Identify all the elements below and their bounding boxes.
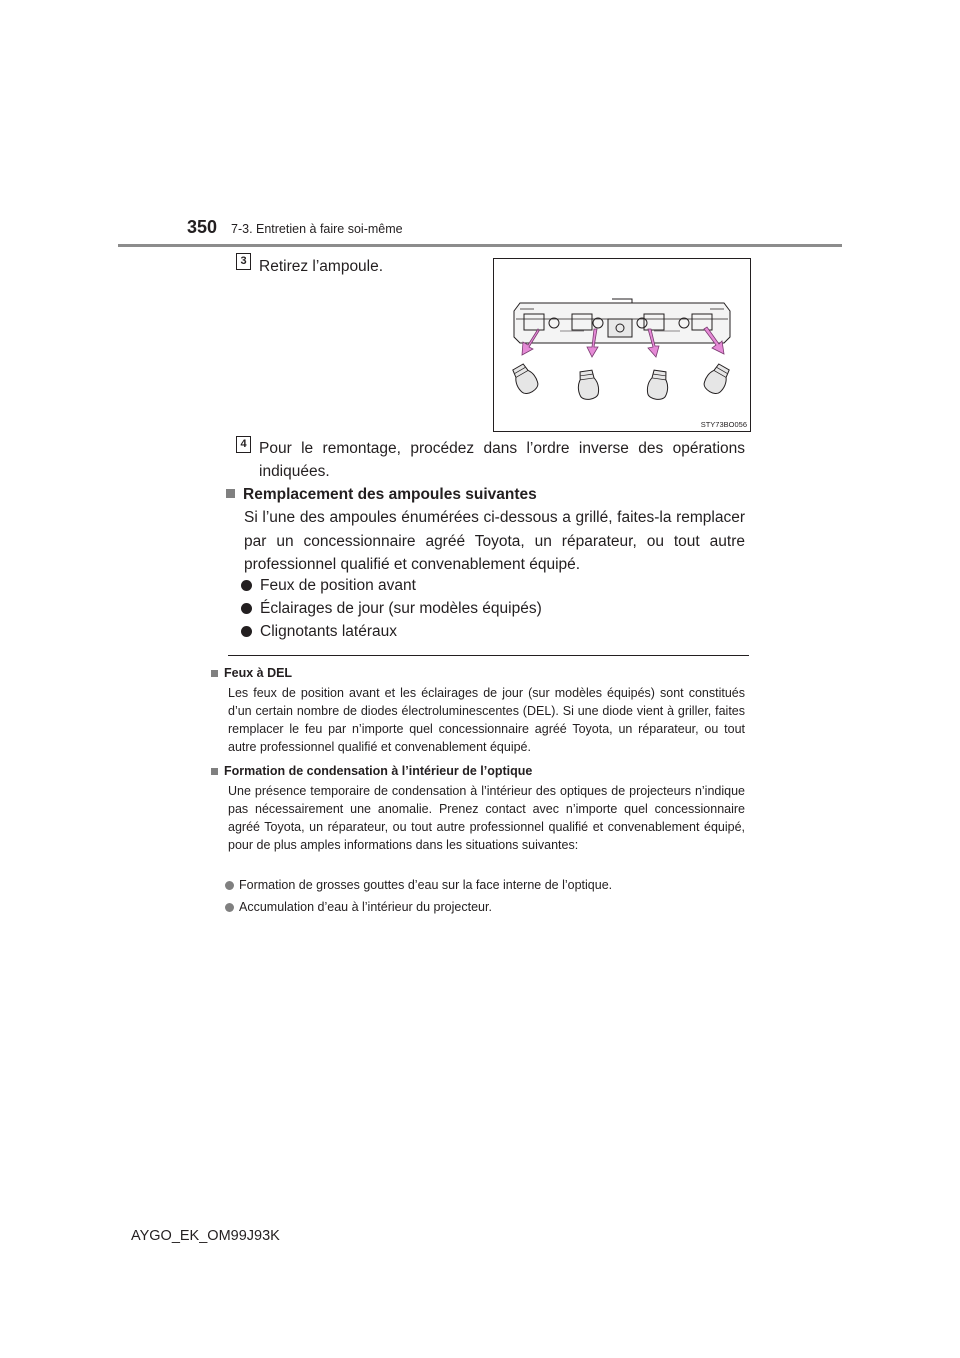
bullet-icon — [241, 603, 252, 614]
list-item: Éclairages de jour (sur modèles équipés) — [241, 597, 542, 620]
bullet-icon — [225, 903, 234, 912]
bullet-icon — [225, 881, 234, 890]
bullet-icon — [241, 626, 252, 637]
section-title: 7-3. Entretien à faire soi-même — [231, 222, 403, 236]
note-text-condensation: Une présence temporaire de condensation à l’intérieur des optiques de projecteurs n’indique pas nécessairement une anomalie. Prenez contact avec n’importe quel concessionnaire agréé Toyota, un réparateur, ou tout autre professionnel qualifié et convenablement équipé, pour de plus amples informations dans les situations suivantes: — [228, 784, 745, 852]
document-code: AYGO_EK_OM99J93K — [131, 1228, 280, 1244]
replacement-intro: Si l’une des ampoules énumérées ci-dessous a grillé, faites-la remplacer par un concessionnaire agréé Toyota, un réparateur, ou tout autre professionnel qualifié et convenablement équipé. — [244, 509, 745, 573]
bulb-removal-figure — [493, 258, 751, 432]
step-badge-4: 4 — [236, 436, 251, 453]
bullet-icon — [241, 580, 252, 591]
header-rule — [118, 244, 842, 247]
list-item: Formation de grosses gouttes d’eau sur la face interne de l’optique. — [225, 876, 612, 894]
square-bullet-icon — [226, 489, 235, 498]
square-bullet-icon — [211, 768, 218, 775]
replacement-title: Remplacement des ampoules suivantes — [243, 486, 537, 503]
figure-code: STY73BO056 — [700, 420, 747, 429]
list-item: Clignotants latéraux — [241, 620, 397, 643]
note-heading-led: Feux à DEL — [211, 664, 292, 682]
step-badge-3: 3 — [236, 253, 251, 270]
lamp-housing — [514, 299, 730, 343]
step-4-text: Pour le remontage, procédez dans l’ordre inverse des opérations indiquées. — [259, 440, 745, 480]
bulbs — [509, 362, 732, 401]
list-item: Accumulation d’eau à l’intérieur du projecteur. — [225, 898, 492, 916]
step-3-text: Retirez l’ampoule. — [259, 258, 384, 275]
square-bullet-icon — [211, 670, 218, 677]
lamp-assembly-illustration — [494, 259, 750, 431]
page-number: 350 — [187, 217, 218, 237]
note-text-led: Les feux de position avant et les éclairages de jour (sur modèles équipés) sont constitués d’un certain nombre de diodes électroluminescentes (DEL). Si une diode vient à griller, faites remplacer le feu par n’importe quel concessionnaire agréé Toyota, un réparateur, ou tout autre professionnel qualifié et convenablement équipé. — [228, 686, 745, 754]
note-heading-condensation: Formation de condensation à l’intérieur de l’optique — [211, 762, 532, 780]
section-divider — [228, 655, 749, 656]
replacement-heading — [226, 483, 537, 506]
list-item: Feux de position avant — [241, 574, 416, 597]
